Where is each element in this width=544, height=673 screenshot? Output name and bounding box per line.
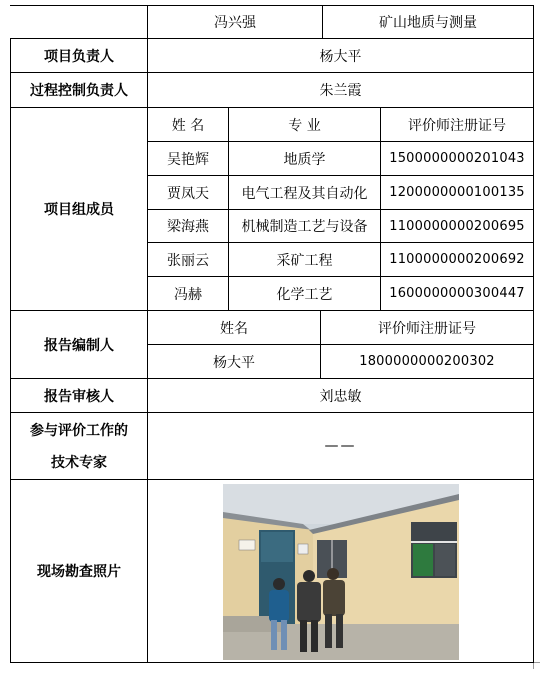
experts-label-line2: 技术专家 <box>51 455 107 471</box>
corner-mark <box>533 662 540 669</box>
report-writer-header-cert: 评价师注册证号 <box>378 320 476 337</box>
table-border <box>10 662 533 663</box>
team-header-name: 姓 名 <box>171 117 205 134</box>
team-member-cert: 1100000000200692 <box>389 252 525 267</box>
process-control-label: 过程控制负责人 <box>30 83 128 99</box>
process-control-value: 朱兰霞 <box>319 83 362 99</box>
team-label: 项目组成员 <box>44 202 114 218</box>
team-member-name: 贾凤天 <box>167 185 209 202</box>
report-writer-header-name: 姓名 <box>220 320 248 337</box>
team-member-major: 电气工程及其自动化 <box>241 185 368 202</box>
team-member-cert: 1200000000100135 <box>389 185 525 200</box>
team-member-name: 吴艳辉 <box>167 151 209 168</box>
reviewer-value: 刘忠敏 <box>319 388 362 405</box>
team-member-major: 采矿工程 <box>276 252 333 269</box>
team-header-cert: 评价师注册证号 <box>408 117 506 134</box>
team-member-name: 张丽云 <box>167 252 209 269</box>
experts-label <box>11 413 147 479</box>
site-photo-label: 现场勘查照片 <box>37 564 121 580</box>
site-photo <box>223 484 459 660</box>
project-leader-value: 杨大平 <box>319 48 362 65</box>
team-member-cert: 1600000000300447 <box>389 286 525 301</box>
team-member-name: 冯赫 <box>174 286 202 303</box>
team-member-name: 梁海燕 <box>167 219 209 235</box>
table-border <box>533 5 534 663</box>
team-member-cert: 1500000000201043 <box>389 151 525 166</box>
reviewer-label: 报告审核人 <box>44 388 114 405</box>
team-member-major: 地质学 <box>283 151 326 168</box>
team-member-major: 化学工艺 <box>276 286 333 303</box>
top-cell-1: 冯兴强 <box>214 15 256 31</box>
project-leader-label: 项目负责人 <box>44 48 114 65</box>
top-cell-2: 矿山地质与测量 <box>379 15 477 31</box>
experts-value: —— <box>324 438 357 454</box>
team-member-major: 机械制造工艺与设备 <box>241 219 368 235</box>
team-header-major: 专 业 <box>288 117 321 134</box>
site-photo-image <box>223 484 459 660</box>
team-member-cert: 1100000000200695 <box>389 218 525 234</box>
report-writer-label: 报告编制人 <box>44 337 114 354</box>
report-writer-name: 杨大平 <box>213 354 255 371</box>
experts-label-line1: 参与评价工作的 <box>30 423 128 439</box>
report-writer-cert: 1800000000200302 <box>359 354 495 369</box>
